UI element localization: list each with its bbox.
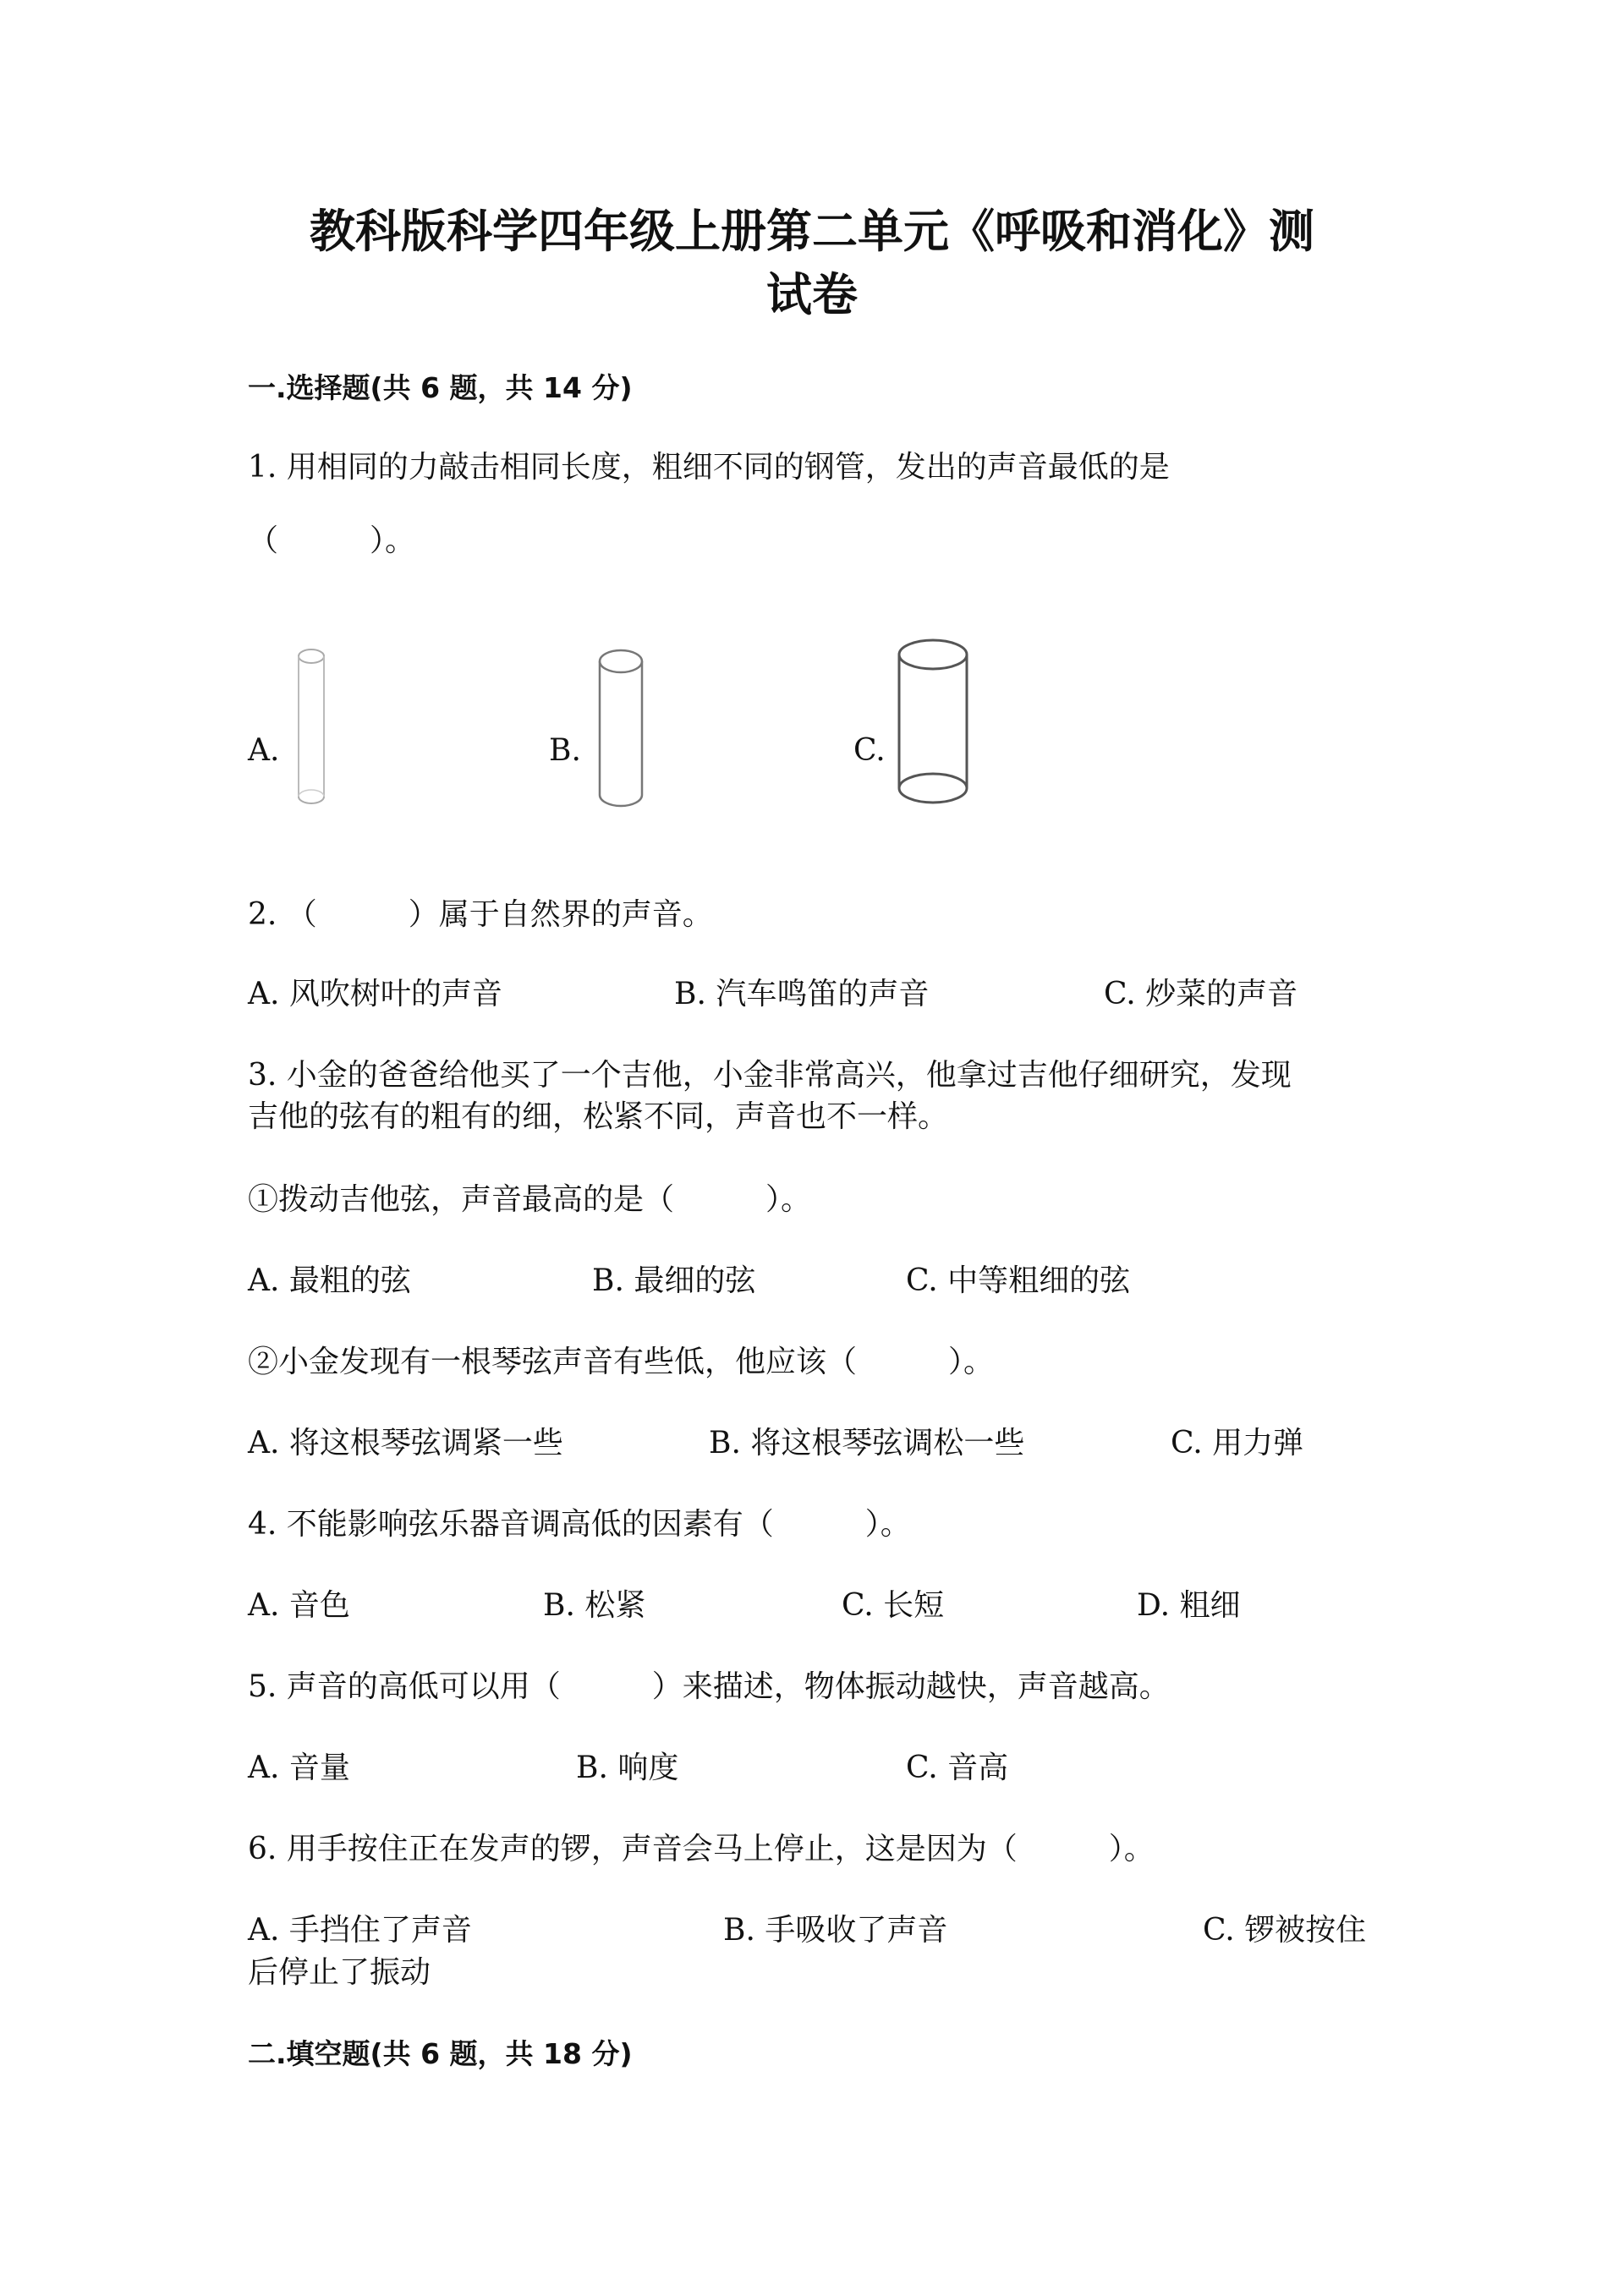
q1-option-c-label: C. [853, 733, 886, 768]
title-line-2: 试卷 [766, 268, 858, 321]
q1-stem: 1. 用相同的力敲击相同长度，粗细不同的钢管，发出的声音最低的是 [248, 450, 1170, 485]
title-line-1: 教科版科学四年级上册第二单元《呼吸和消化》测 [310, 205, 1314, 258]
q3-stem-line-2: 吉他的弦有的粗有的细，松紧不同，声音也不一样。 [248, 1099, 949, 1134]
thick-pipe-icon [894, 636, 972, 808]
q3-sub2-option-a: A. 将这根琴弦调紧一些 [248, 1426, 563, 1460]
q4-option-a: A. 音色 [248, 1588, 350, 1623]
q5-option-c: C. 音高 [906, 1751, 1009, 1785]
q1-blank: （ ）。 [248, 523, 416, 558]
medium-pipe-icon [595, 646, 646, 810]
q4-option-d: D. 粗细 [1137, 1588, 1241, 1623]
q3-stem-line-1: 3. 小金的爸爸给他买了一个吉他，小金非常高兴，他拿过吉他仔细研究，发现 [248, 1058, 1292, 1093]
q5-option-a: A. 音量 [248, 1751, 350, 1785]
q3-sub1-option-a: A. 最粗的弦 [248, 1263, 411, 1298]
q2-option-c: C. 炒菜的声音 [1104, 977, 1298, 1011]
q3-sub1-option-c: C. 中等粗细的弦 [906, 1263, 1131, 1298]
q2-option-b: B. 汽车鸣笛的声音 [674, 977, 930, 1011]
q4-option-b: B. 松紧 [543, 1588, 646, 1623]
q1-option-a-label: A. [248, 733, 280, 768]
q3-sub2-option-c: C. 用力弹 [1171, 1426, 1304, 1460]
q6-option-a: A. 手挡住了声音 [248, 1913, 472, 1948]
q2-option-a: A. 风吹树叶的声音 [248, 977, 502, 1011]
q6-stem: 6. 用手按住正在发声的锣，声音会马上停止，这是因为（ ）。 [248, 1832, 1155, 1866]
q4-option-c: C. 长短 [842, 1588, 945, 1623]
q6-option-c: C. 锣被按住 [1203, 1913, 1367, 1948]
q5-stem: 5. 声音的高低可以用（ ）来描述，物体振动越快，声音越高。 [248, 1669, 1170, 1704]
q4-stem: 4. 不能影响弦乐器音调高低的因素有（ ）。 [248, 1507, 911, 1542]
q3-sub1-option-b: B. 最细的弦 [592, 1263, 756, 1298]
q3-sub1: ①拨动吉他弦，声音最高的是（ ）。 [248, 1182, 812, 1217]
q6-option-b: B. 手吸收了声音 [723, 1913, 948, 1948]
q5-option-b: B. 响度 [576, 1751, 679, 1785]
q3-sub2-option-b: B. 将这根琴弦调松一些 [709, 1426, 1025, 1460]
section-1-heading: 一.选择题(共 6 题，共 14 分) [248, 371, 633, 404]
q2-stem: 2. （ ）属于自然界的声音。 [248, 897, 713, 932]
q1-option-b-label: B. [549, 733, 581, 768]
q3-sub2: ②小金发现有一根琴弦声音有些低，他应该（ ）。 [248, 1345, 995, 1379]
section-2-heading: 二.填空题(共 6 题，共 18 分) [248, 2037, 633, 2070]
thin-pipe-icon [294, 646, 332, 808]
q6-option-c-continued: 后停止了振动 [248, 1955, 431, 1990]
